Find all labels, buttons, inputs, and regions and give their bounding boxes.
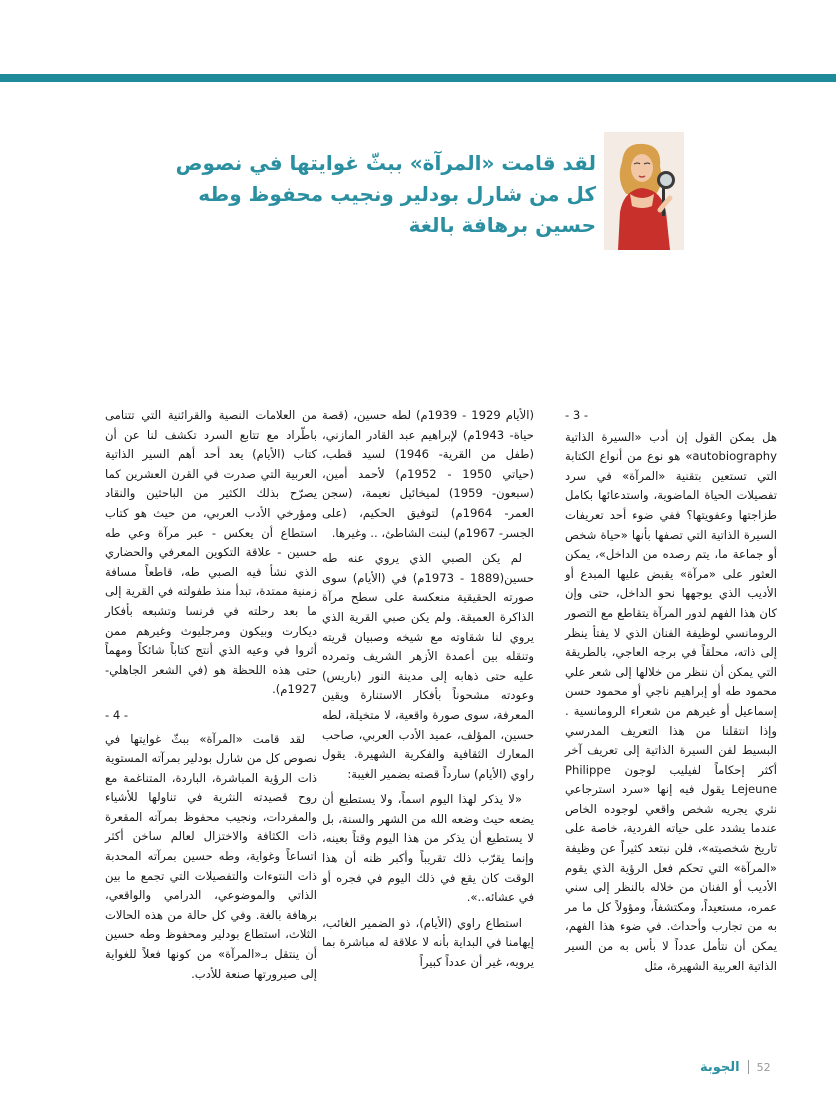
pull-quote-line: كل من شارل بودلير ونجيب محفوظ وطه	[198, 182, 596, 206]
article-column-left	[105, 406, 317, 990]
section-number: - 4 -	[105, 707, 129, 722]
article-paragraph: من العلامات النصية والقرائنية التي تتنامى باطّراد مع تتابع السرد تكشف لنا عن أن كتاب (الأيام) يعد أحد أهم السير الذاتية العربية التي صدرت في القرن العشرين كما يصرّح بذلك الكثير من الباحثين والنقاد ومؤرخي الأدب العربي، من حيث هو كتاب استطاع أن يعكس - عبر مرآة وعي طه حسين - علاقة التكوين المعرفي والحضاري الذي نشأ فيه الصبي طه، قاطعاً مسافة زمنية ممتدة، تبدأ منذ طفولته في القرية إلى ما بعد رحلته في فرنسا وتشبعه بأفكار ديكارت وبيكون ومرجليوث وغيرهم ممن أثروا في وعيه الذي أنتج كتاباً شائكاً ومهماً حتى هذه اللحظة هو (في الشعر الجاهلي- 1927م).	[105, 408, 317, 697]
footer-divider	[748, 1060, 749, 1074]
article-paragraph: لم يكن الصبي الذي يروي عنه طه حسين(1889 - 1973م) في (الأيام) سوى صورته الحقيقية منعكسة على سطح مرآة الذاكرة العميقة. ولم يكن صبي القرية الذي يروي لنا شقاوته مع شيخه وصبيان قريته وتنقله بين أعمدة الأزهر الشريف وتمرده عليه حتى ذهابه إلى مدينة النور (باريس) وعودته مشحوناً بأفكار الاستنارة ويقين المعرفة، سوى صورة واقعية، لا متخيلة، لطه حسين، المؤلف، عميد الأدب العربي، صاحب المعارك الثقافية والفكرية الشهيرة. يقول راوي (الأيام) سارداً قصته بضمير الغيبة:	[322, 551, 534, 781]
article-column-right	[565, 406, 777, 982]
woman-with-mirror-illustration	[604, 132, 684, 250]
article-paragraph: استطاع راوي (الأيام)، ذو الضمير الغائب، إيهامنا في البداية بأنه لا علاقة له مباشرة بما يرويه، غير أن عدداً كبيراً	[322, 915, 534, 970]
section-number: - 3 -	[565, 408, 589, 422]
magazine-name: الجوبة	[700, 1059, 740, 1075]
article-column-middle	[322, 406, 534, 979]
page-footer	[700, 1058, 771, 1076]
page-number: 52	[756, 1060, 771, 1074]
article-paragraph: هل يمكن القول إن أدب «السيرة الذاتية autobiography» هو نوع من أنواع الكتابة التي تستعين بتقنية «المرآة» في سرد تفصيلات الحياة الماضوية، واستدعائها بكامل طزاجتها وعفويتها؟ ففي ضوء أحد تعريفات السيرة الذاتية التي تصفها بأنها «حياة شخص أو جماعة ما، يتم رصده من الداخل»، يمكن العثور على «مرآة» يقبض عليها المبدع أو الأديب الذي يوجهها نحو الداخل، حتى وإن كان هذا الفهم لدور المرآة يتقاطع مع التصور الرومانسي لوظيفة الفنان الذي لا يفتأ ينظر إلى ذاته، محلقاً في برجه العاجي، بالطريقة التي يمكن أن ننظر من خلالها إلى شعر علي محمود طه أو إبراهيم ناجي أو محمود حسن إسماعيل أو غيرهم من شعراء الرومانسية . وإذا انتقلنا من هذا التعريف المدرسي البسيط لفن السيرة الذاتية إلى تعريف آخر أكثر إحكاماً لفيليب لوجون Philippe Lejeune يقول فيه إنها «سرد استرجاعي نثري يجريه شخص واقعي لوجوده الخاص عندما يشدد على حياته الفردية، خاصة على تاريخ شخصيته»، فلن نبتعد كثيراً عن وظيفة «المرآة» التي تحكم فعل الرؤية الذي يقوم الأديب أو الفنان من خلاله بالنظر إلى سني عمره، مستعيداً، ومكتشفاً، ومؤولاً كل ما مر به من تجارب وأحداث. في ضوء هذا الفهم، يمكن أن نتأمل عدداً لا بأس به من السير الذاتية العربية الشهيرة، مثل	[565, 429, 777, 973]
pull-quote	[175, 148, 596, 241]
header-accent-bar	[0, 74, 836, 82]
article-paragraph: لقد قامت «المرآة» ببثّ غوايتها في نصوص كل من شارل بودلير بمرآته المستوية ذات الرؤية المباشرة، الباردة، المتناغمة مع روح قصيدته النثرية في تناولها للأشياء والمفردات، ونجيب محفوظ بمرآته المقعرة ذات الكثافة والاختزال لعالم ساخن أكثر اتساعاً وغواية، وطه حسين بمرآته المحدبة ذات النتوءات والتفصيلات التي تجمع ما بين الذاتي والموضوعي، الدرامي والواقعي، برهافة بالغة. وفي كل حالة من هذه الحالات الثلاث، استطاع بودلير ومحفوظ وطه حسين أن ينتقل بـ«المرآة» من كونها فعلاً للغواية إلى صيرورتها صنعة للأدب.	[105, 731, 317, 981]
pull-quote-line: حسين برهافة بالغة	[408, 213, 596, 237]
pull-quote-line: لقد قامت «المرآة» ببثّ غوايتها في نصوص	[175, 151, 596, 175]
article-paragraph: (الأيام 1929 - 1939م) لطه حسين، (قصة حياة- 1943م) لإبراهيم عبد القادر المازني، (طفل من القرية- 1946) لسيد قطب، (حياتي 1950 - 1952م) لأحمد أمين، (سبعون- 1959) لميخائيل نعيمة، (سجن العمر- 1964م) لتوفيق الحكيم، (على الجسر- 1967م) لبنت الشاطئ، .. وغيرها.	[322, 408, 534, 540]
quoted-passage: «لا يذكر لهذا اليوم اسماً، ولا يستطيع أن يضعه حيث وضعه الله من الشهر والسنة، بل لا يستطيع أن يذكر من هذا اليوم وقتاً بعينه، وإنما يقرّب ذلك تقريباً وأكبر ظنه أن هذا الوقت كان يقع في ذلك اليوم في فجره أو في عشائه..».	[322, 792, 534, 905]
